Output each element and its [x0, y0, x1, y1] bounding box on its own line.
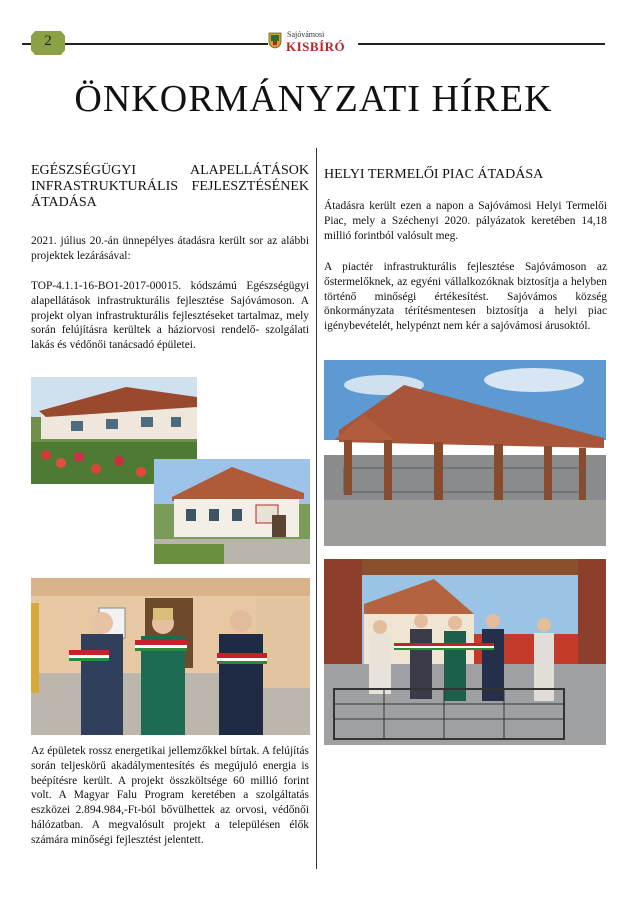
- page-title: ÖNKORMÁNYZATI HÍREK: [74, 78, 553, 120]
- right-article-intro-block: [324, 199, 607, 243]
- right-article-body-block: [324, 260, 607, 334]
- page-number: 2: [44, 33, 52, 49]
- column-divider: [316, 148, 317, 869]
- market-ribbon-cutting-photo: [324, 559, 606, 745]
- masthead-title: KISBÍRÓ: [286, 39, 346, 54]
- left-article-heading-block: [31, 163, 309, 211]
- crest-icon: [268, 31, 282, 49]
- health-visitor-building-photo: [154, 459, 310, 564]
- masthead-subtitle: Sajóvámosi: [287, 30, 325, 39]
- left-article-body-block: [31, 279, 309, 353]
- left-article-paragraph-2: TOP-4.1.1-16-BO1-2017-00015. kódszámú Egészségügyi alapellátások infrastrukturális fejlesztése Sajóvámoson. A projekt olyan infrastrukturális fejlesztéseket tartalmaz, mely során felújításra kerültek a háziorvosi rendelő- szolgálati lakás és védőnői tanácsadó épületei.: [31, 280, 309, 352]
- market-pavilion-photo: [324, 360, 606, 546]
- right-article-heading: HELYI TERMELŐI PIAC ÁTADÁSA: [324, 167, 544, 182]
- right-article-paragraph-1: Átadásra került ezen a napon a Sajóvámosi Helyi Termelői Piac, mely a Széchenyi 2020. pályázatok keretében 14,18 millió forintból valósult meg.: [324, 200, 607, 242]
- right-article-heading-block: [324, 167, 607, 183]
- left-article-paragraph-3: Az épületek rossz energetikai jellemzőkkel bírtak. A felújítás során teljeskörű akadálymentesítés és megújuló energia is beépítésre került. A projekt összköltsége 60 millió forint volt. A Magyar Falu Program keretében a szolgáltatás eszközei 2.894.984,-Ft-ból bővülhettek az orvosi, védőnői hálózatban. A megvalósult projekt a településen élők számára minőségi fejlesztést jelentett.: [31, 745, 309, 846]
- left-article-paragraph-1: 2021. július 20.-án ünnepélyes átadásra került sor az alábbi projektek lezárásával:: [31, 235, 309, 262]
- left-article-closing-block: [31, 744, 309, 848]
- right-article-paragraph-2: A piactér infrastrukturális fejlesztése Sajóvámoson az őstermelőknek, az egyéni vállalkozóknak biztosítja a helyben történő minőségi értékesítést. Sajóvámos község önkormányzata térítésmentesen biztosítja a helyi piac igénybevételét, helypénzt nem kér a sajóvámosi árusoktól.: [324, 261, 607, 333]
- clinic-ribbon-cutting-photo: [31, 578, 310, 735]
- left-article-intro-block: [31, 234, 309, 264]
- left-article-heading: EGÉSZSÉGÜGYI ALAPELLÁTÁSOK INFRASTRUKTURÁLIS FEJLESZTÉSÉNEK ÁTADÁSA: [31, 163, 309, 210]
